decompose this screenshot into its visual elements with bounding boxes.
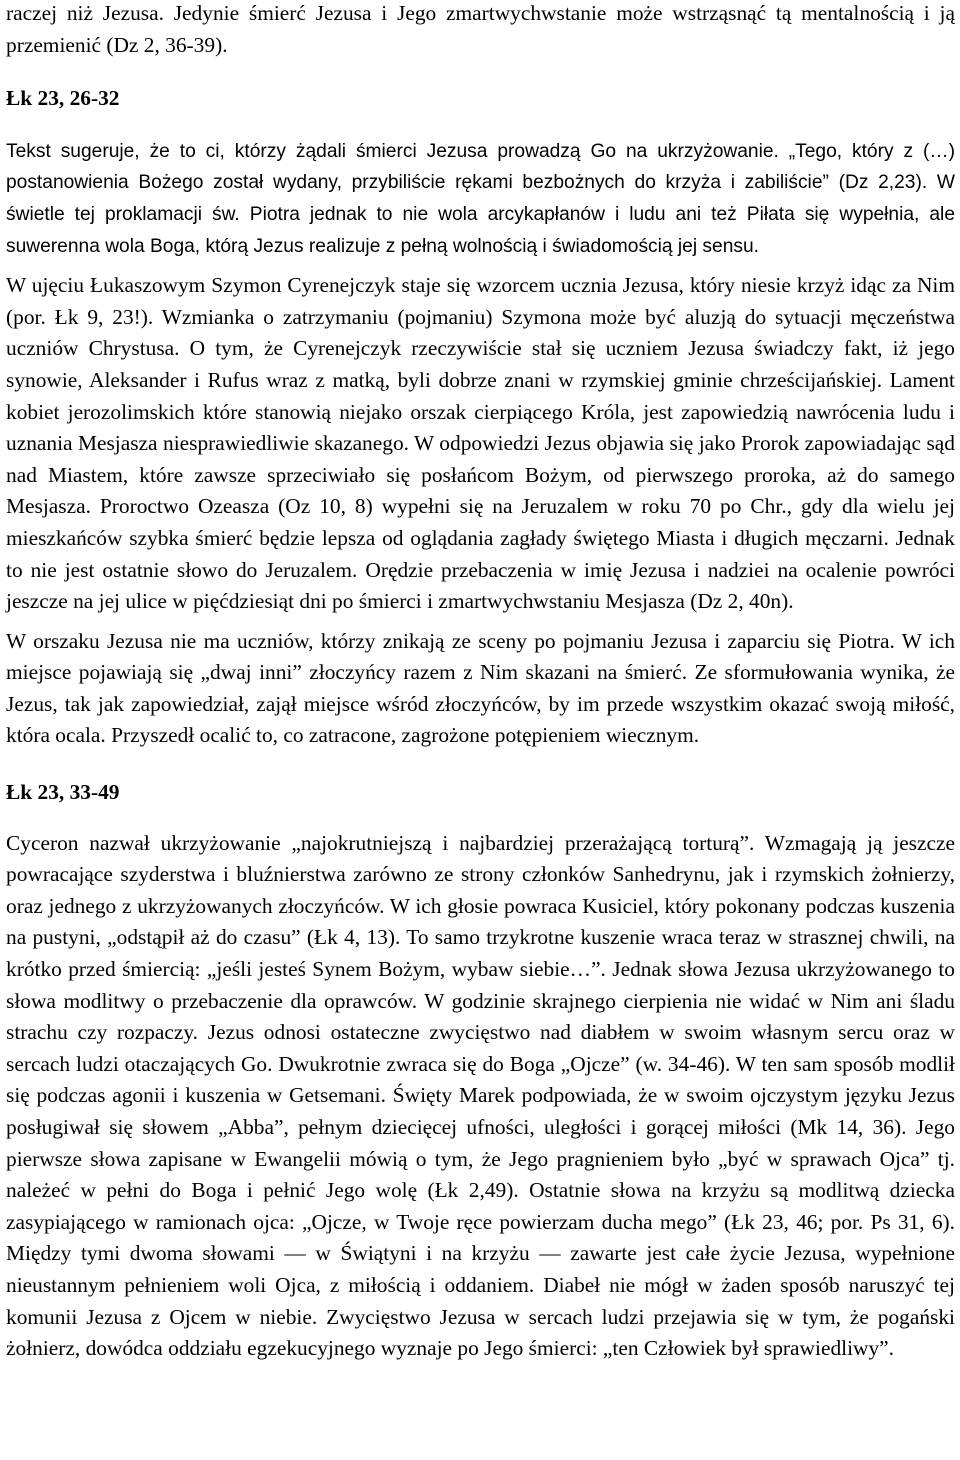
section1-paragraph-3: W orszaku Jezusa nie ma uczniów, którzy znikają ze sceny po pojmaniu Jezusa i zaparciu się Piotra. W ich miejsce pojawiają się „dwaj inni” złoczyńcy razem z Nim skazani na śmierć. Ze sformułowania wynika, że Jezus, tak jak zapowiedział, zajął miejsce wśród złoczyńców, by im przede wszystkim okazać swoją miłość, która ocala. Przyszedł ocalić to, co zatracone, zagrożone potępieniem wiecznym.	[6, 628, 955, 748]
intro-paragraph: raczej niż Jezusa. Jedynie śmierć Jezusa i Jego zmartwychwstanie może wstrząsnąć tą mentalnością i ją przemienić (Dz 2, 36-39).	[6, 1, 955, 57]
section1-paragraph-1: Tekst sugeruje, że to ci, którzy żądali śmierci Jezusa prowadzą Go na ukrzyżowanie. „Tego, który z (…) postanowienia Bożego został wydany, przybiliście rękami bezbożnych do krzyża i zabiliście” (Dz 2,23). W świetle tej proklamacji św. Piotra jednak to nie wola arcykapłanów i ludu ani też Piłata się wypełnia, ale suwerenna wola Boga, którą Jezus realizuje z pełną wolnością i świadomością jej sensu.	[6, 140, 955, 257]
section1-paragraph-2: W ujęciu Łukaszowym Szymon Cyrenejczyk staje się wzorcem ucznia Jezusa, który niesie krzyż idąc za Nim (por. Łk 9, 23!). Wzmianka o zatrzymaniu (pojmaniu) Szymona może być aluzją do sytuacji męczeństwa uczniów Chrystusa. O tym, że Cyrenejczyk rzeczywiście stał się uczniem Jezusa świadczy fakt, iż jego synowie, Aleksander i Rufus wraz z matką, byli dobrze znani w rzymskiej gminie chrześcijańskiej. Lament kobiet jerozolimskich które stanowią niejako orszak cierpiącego Króla, jest zapowiedzią nawrócenia ludu i uznania Mesjasza niesprawiedliwie skazanego. W odpowiedzi Jezus objawia się jako Prorok zapowiadając sąd nad Miastem, które zawsze sprzeciwiało się posłańcom Bożym, od pierwszego proroka, aż do samego Mesjasza. Proroctwo Ozeasza (Oz 10, 8) wypełni się na Jeruzalem w roku 70 po Chr., gdy dla wielu jej mieszkańców szybka śmierć będzie lepsza od oglądania zagłady świętego Miasta i długich męczarni. Jednak to nie jest ostatnie słowo do Jeruzalem. Orędzie przebaczenia w imię Jezusa i nadziei na ocalenie powróci jeszcze na jej ulice w pięćdziesiąt dni po śmierci i zmartwychwstaniu Mesjasza (Dz 2, 40n).	[6, 273, 955, 614]
section-heading-lk-23-33-49: Łk 23, 33-49	[6, 780, 120, 805]
section-heading-lk-23-26-32: Łk 23, 26-32	[6, 86, 120, 111]
section2-paragraph-1: Cyceron nazwał ukrzyżowanie „najokrutniejszą i najbardziej przerażającą torturą”. Wzmagają ją jeszcze powracające szyderstwa i bluźnierstwa zarówno ze strony członków Sanhedrynu, jak i rzymskich żołnierzy, oraz jednego z ukrzyżowanych złoczyńców. W ich głosie powraca Kusiciel, który pokonany podczas kuszenia na pustyni, „odstąpił aż do czasu” (Łk 4, 13). To samo trzykrotne kuszenie wraca teraz w strasznej chwili, na krótko przed śmiercią: „jeśli jesteś Synem Bożym, wybaw siebie…”. Jednak słowa Jezusa ukrzyżowanego to słowa modlitwy o przebaczenie dla oprawców. W godzinie skrajnego cierpienia nie widać w Nim ani śladu strachu czy rozpaczy. Jezus odnosi ostateczne zwycięstwo nad diabłem w swoim własnym sercu oraz w sercach ludzi otaczających Go. Dwukrotnie zwraca się do Boga „Ojcze” (w. 34-46). W ten sam sposób modlił się podczas agonii i kuszenia w Getsemani. Święty Marek podpowiada, że w swoim ojczystym języku Jezus posługiwał się słowem „Abba”, pełnym dziecięcej ufności, uległości i gorącej miłości (Mk 14, 36). Jego pierwsze słowa zapisane w Ewangelii mówią o tym, że Jego pragnieniem było „być w sprawach Ojca” tj. należeć w pełni do Boga i pełnić Jego wolę (Łk 2,49). Ostatnie słowa na krzyżu są modlitwą dziecka zasypiającego w ramionach ojca: „Ojcze, w Twoje ręce powierzam ducha mego” (Łk 23, 46; por. Ps 31, 6). Między tymi dwoma słowami — w Świątyni i na krzyżu — zawarte jest całe życie Jezusa, wypełnione nieustannym pełnieniem woli Ojca, z miłością i oddaniem. Diabeł nie mógł w żaden sposób naruszyć tej komunii Jezusa z Ojcem w niebie. Zwycięstwo Jezusa w sercach ludzi przejawia się w tym, że pogański żołnierz, dowódca oddziału egzekucyjnego wyznaje po Jego śmierci: „ten Człowiek był sprawiedliwy”.	[6, 830, 955, 1361]
